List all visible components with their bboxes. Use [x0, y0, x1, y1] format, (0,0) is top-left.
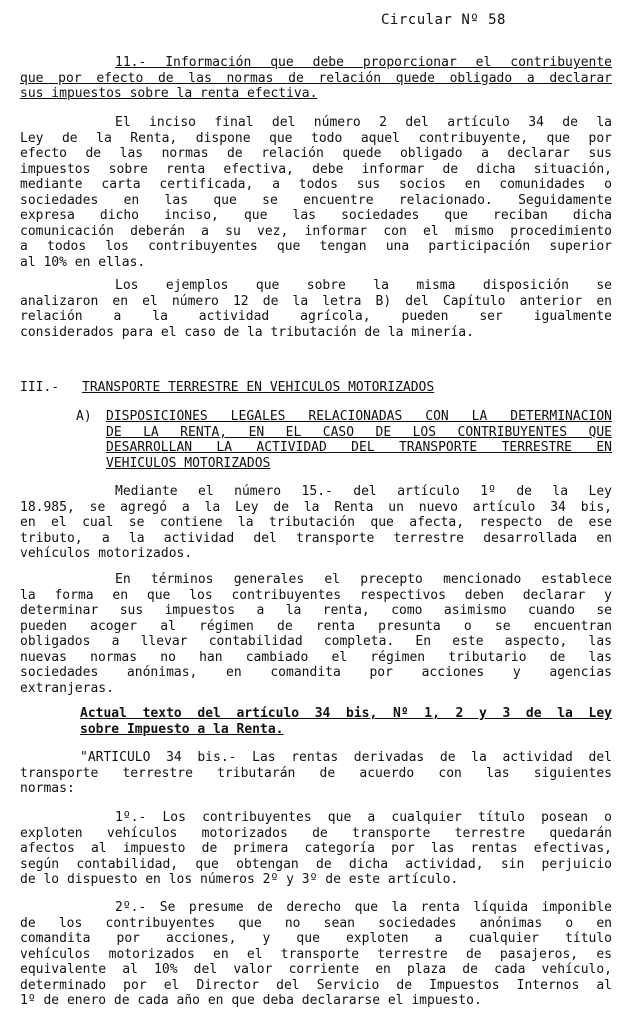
article-item-1	[20, 810, 612, 888]
heading-line: sus impuestos sobre la renta efectiva.	[20, 86, 318, 101]
text-line: obligados a llevar contabilidad completa. En este aspecto, las	[20, 634, 612, 649]
text-line: de lo dispuesto en los números 2º y 3º de este artículo.	[20, 872, 459, 887]
text-line: transporte terrestre tributarán de acuerdo con las siguientes	[20, 765, 612, 781]
heading-line: que por efecto de las normas de relación quede obligado a declarar	[20, 70, 612, 86]
section-number: III.-	[20, 380, 60, 395]
article-intro	[20, 750, 612, 797]
text-line: de los contribuyentes que no sean sociedades anónimas o en	[20, 915, 612, 931]
article-item-2	[20, 900, 612, 1009]
text-line: En términos generales el precepto mencionado establece	[115, 572, 612, 587]
text-line: a todos los contribuyentes que tengan una participación superior	[20, 239, 612, 254]
section-iii-paragraph-1	[20, 484, 612, 562]
text-line: en el cual se contiene la tributación que afecta, respecto de ese	[20, 515, 612, 530]
text-line: exploten vehículos motorizados de transporte terrestre quedarán	[20, 825, 612, 841]
text-line: expresa dicho inciso, que las sociedades que reciban dicha	[20, 208, 612, 223]
text-line: comunicación deberán a su vez, informar con el mismo procedimiento	[20, 223, 612, 239]
text-line: efecto de las normas de relación quede obligado a declarar sus	[20, 146, 612, 161]
text-line: determinado por el Director del Servicio de Impuestos Internos al	[20, 977, 612, 993]
section-11-paragraph-2	[20, 278, 612, 340]
article-subheading	[80, 706, 612, 737]
text-line: afectos al impuesto de primera categoría por las rentas efectivas,	[20, 841, 612, 856]
text-line: relación a la actividad agrícola, pueden ser igualmente	[20, 309, 612, 324]
text-line: impuestos sobre renta efectiva, debe informar de dicha situación,	[20, 161, 612, 177]
section-iii-title	[20, 380, 434, 395]
text-line: comandita por acciones, y que exploten a cualquier título	[20, 931, 612, 946]
section-iii-paragraph-2	[20, 572, 612, 696]
heading-line: DISPOSICIONES LEGALES RELACIONADAS CON LA DETERMINACION	[106, 409, 612, 424]
text-line: 1º de enero de cada año en que deba declararse el impuesto.	[20, 993, 482, 1008]
text-line: 18.985, se agregó a la Ley de la Renta un nuevo artículo 34 bis,	[20, 499, 612, 515]
text-line: Los ejemplos que sobre la misma disposición se	[115, 278, 612, 293]
subheading-line: Actual texto del artículo 34 bis, Nº 1, 2 y 3 de la Ley	[80, 706, 612, 721]
heading-line: DESARROLLAN LA ACTIVIDAD DEL TRANSPORTE TERRESTRE EN	[106, 440, 612, 455]
text-line: "ARTICULO 34 bis.- Las rentas derivadas de la actividad del	[80, 750, 612, 765]
text-line: mediante carta certificada, a todos sus socios en comunidades o	[20, 177, 612, 192]
text-line: tributo, a la actividad del transporte terrestre desarrollada en	[20, 530, 612, 546]
heading-line: 11.- Información que debe proporcionar el contribuyente	[115, 55, 612, 70]
text-line: El inciso final del número 2 del artículo 34 de la	[115, 115, 612, 130]
subheading-line: sobre Impuesto a la Renta.	[80, 721, 284, 737]
text-line: Mediante el número 15.- del artículo 1º de la Ley	[115, 484, 612, 499]
text-line: sociedades en las que se encuentre relacionado. Seguidamente	[20, 192, 612, 208]
text-line: sociedades anónimas, en comandita por acciones y agencias	[20, 665, 612, 680]
subsection-letter: A)	[76, 409, 92, 424]
text-line: analizaron en el número 12 de la letra B) del Capítulo anterior en	[20, 293, 612, 309]
text-line: pueden acoger al régimen de renta presunta o se encuentran	[20, 618, 612, 634]
text-line: la forma en que los contribuyentes respectivos deben declarar y	[20, 587, 612, 603]
heading-line: DE LA RENTA, EN EL CASO DE LOS CONTRIBUYENTES QUE	[106, 424, 612, 440]
text-line: 2º.- Se presume de derecho que la renta líquida imponible	[115, 900, 612, 915]
text-line: extranjeras.	[20, 680, 114, 696]
text-line: Ley de la Renta, dispone que todo aquel contribuyente, que por	[20, 130, 612, 146]
text-line: 1º.- Los contribuyentes que a cualquier título posean o	[115, 810, 612, 825]
heading-line: VEHICULOS MOTORIZADOS	[106, 455, 271, 471]
text-line: según contabilidad, que obtengan de dicha actividad, sin perjuicio	[20, 856, 612, 872]
section-11-heading	[20, 55, 612, 102]
text-line: vehículos motorizados.	[20, 546, 193, 561]
section-title: TRANSPORTE TERRESTRE EN VEHICULOS MOTORIZADOS	[82, 380, 435, 395]
text-line: normas:	[20, 781, 75, 796]
subsection-a-heading	[78, 409, 612, 471]
text-line: considerados para el caso de la tributación de la minería.	[20, 324, 474, 340]
section-11-paragraph-1	[20, 115, 612, 270]
text-line: nuevas normas no han cambiado el régimen tributario de las	[20, 649, 612, 665]
text-line: equivalente al 10% del valor corriente en plaza de cada vehículo,	[20, 962, 612, 977]
text-line: al 10% en ellas.	[20, 254, 146, 270]
text-line: vehículos motorizados en el transporte terrestre de pasajeros, es	[20, 946, 612, 962]
circular-number: Circular Nº 58	[380, 12, 506, 28]
text-line: determinar sus impuestos a la renta, como asimismo cuando se	[20, 603, 612, 618]
